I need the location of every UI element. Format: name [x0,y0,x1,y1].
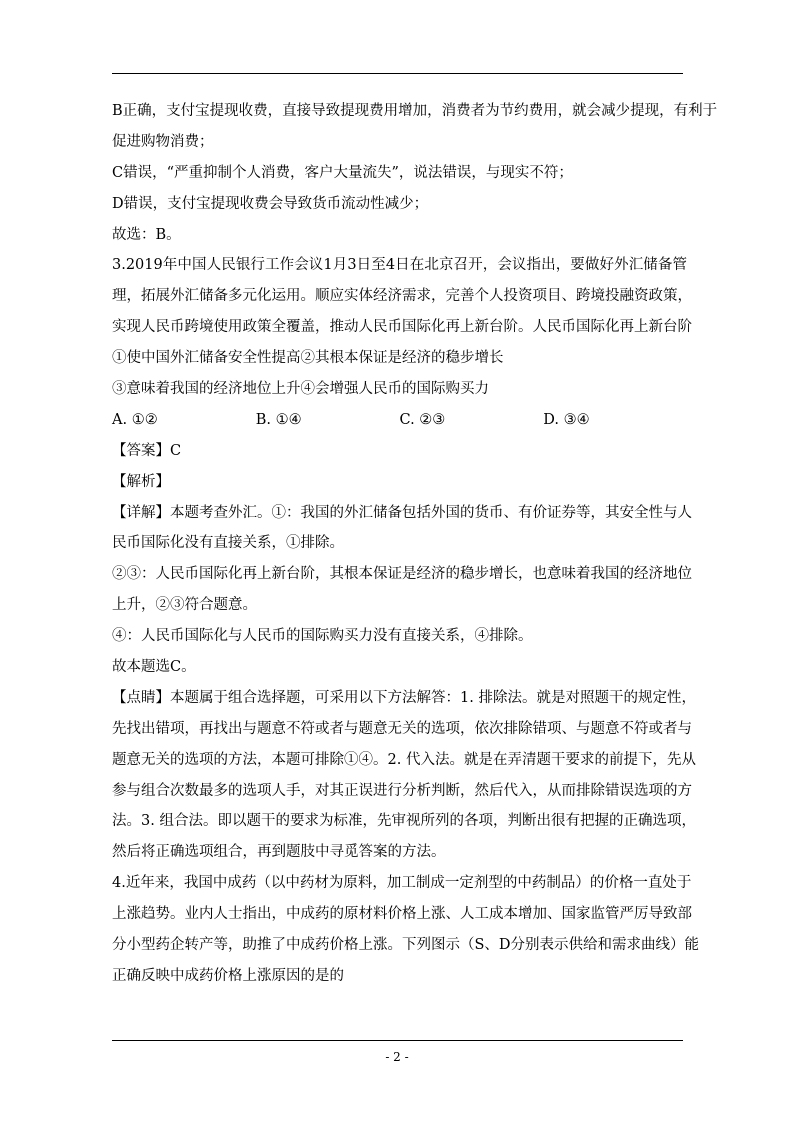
text-line: 参与组合次数最多的选项人手，对其正误进行分析判断，然后代入，从而排除错误选项的方 [112,782,692,799]
text-line: 促进购物消费； [112,133,214,150]
text-line: 分小型药企转产等，助推了中成药价格上涨。下列图示（S、D分别表示供给和需求曲线）能 [112,937,700,954]
text-line: 上升，②③符合题意。 [112,597,257,614]
detail-explanation: 【详解】本题考查外汇。①：我国的外汇储备包括外国的货币、有价证券等，其安全性与人 [112,504,692,521]
analysis-heading: 【解析】 [112,473,170,490]
text-line: 题意无关的选项的方法，本题可排除①④。2. 代入法。就是在弄清题干要求的前提下，先从 [112,751,696,768]
page-number: - 2 - [385,1050,409,1064]
header-rule [112,73,683,74]
statement-line: ③意味着我国的经济地位上升④会增强人民币的国际购买力 [112,381,489,398]
option-d: D. ③④ [543,411,590,428]
text-line: 实现人民币跨境使用政策全覆盖，推动人民币国际化再上新台阶。人民币国际化再上新台阶 [112,319,692,336]
text-line: 理，拓展外汇储备多元化运用。顺应实体经济需求，完善个人投资项目、跨境投融资政策， [112,288,692,305]
answer-label: 【答案】C [112,442,182,459]
text-line: 法。3. 组合法。即以题干的要求为标准，先审视所列的各项，判断出很有把握的正确选项， [112,813,696,830]
text-line: 民币国际化没有直接关系，①排除。 [112,535,344,552]
option-a: A. ①② [112,411,158,428]
text-line: D错误，支付宝提现收费会导致货币流动性减少； [112,195,429,212]
text-line: 先找出错项，再找出与题意不符或者与题意无关的选项，依次排除错项、与题意不符或者与 [112,720,692,737]
text-line: 然后将正确选项组合，再到题肢中寻觅答案的方法。 [112,844,446,861]
text-line: ②③：人民币国际化再上新台阶，其根本保证是经济的稳步增长，也意味着我国的经济地位 [112,566,692,583]
statement-line: ①使中国外汇储备安全性提高②其根本保证是经济的稳步增长 [112,350,504,367]
tips-explanation: 【点睛】本题属于组合选择题，可采用以下方法解答：1. 排除法。就是对照题干的规定性， [112,689,696,706]
question-3-stem: 3.2019年中国人民银行工作会议1月3日至4日在北京召开，会议指出，要做好外汇储备管 [112,257,687,274]
text-line: ④：人民币国际化与人民币的国际购买力没有直接关系，④排除。 [112,628,533,645]
text-line: 故本题选C。 [112,659,196,676]
document-body [112,96,718,992]
option-c: C. ②③ [399,411,446,428]
text-line: B正确，支付宝提现收费，直接导致提现费用增加，消费者为节约费用，就会减少提现，有利于 [112,103,718,119]
text-line: 故选：B。 [112,226,181,243]
text-line: 上涨趋势。业内人士指出，中成药的原材料价格上涨、人工成本增加、国家监管严厉导致部 [112,906,692,923]
text-line: 正确反映中成药价格上涨原因的是的 [112,967,344,984]
answer-options [112,405,687,436]
footer-rule [112,1040,683,1041]
question-4-stem: 4.近年来，我国中成药（以中药材为原料，加工制成一定剂型的中药制品）的价格一直处于 [112,875,692,892]
option-b: B. ①④ [255,411,302,428]
text-line: C错误，“严重抑制个人消费，客户大量流失”，说法错误，与现实不符； [112,164,573,181]
